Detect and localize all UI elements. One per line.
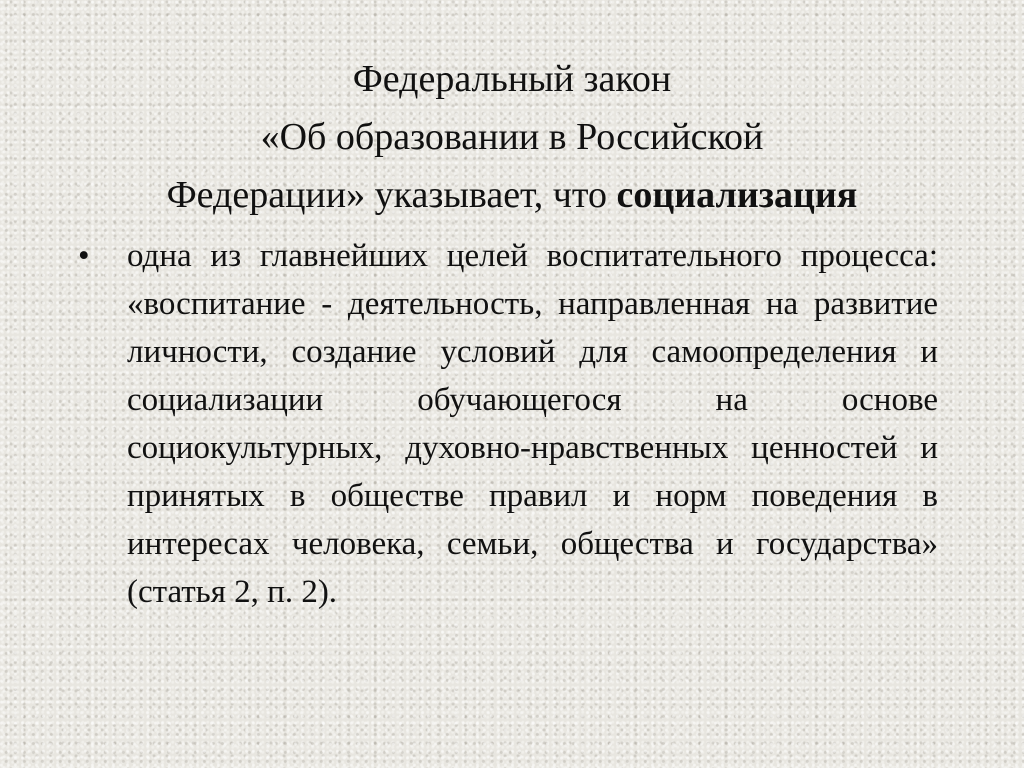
bullet-item bbox=[78, 232, 938, 616]
title-keyword: социализация bbox=[616, 174, 858, 216]
bullet-marker: • bbox=[78, 238, 90, 274]
title-line-1: Федеральный закон bbox=[352, 58, 672, 100]
bullet-text: одна из главнейших целей воспитательного процесса: «воспитание - деятельность, направленная на развитие личности, создание условий для самоопределения и социализации обучающегося на основе социокультурных, духовно-нравственных ценностей и принятых в обществе правил и норм поведения в интересах человека, семьи, общества и государства» (статья 2, п. 2). bbox=[127, 238, 938, 610]
slide-title bbox=[60, 50, 964, 224]
title-line-3 bbox=[60, 166, 964, 224]
title-line-2: «Об образовании в Российской bbox=[260, 116, 764, 158]
slide-body bbox=[78, 232, 938, 616]
title-line-3-prefix: Федерации» указывает, что bbox=[166, 174, 617, 216]
